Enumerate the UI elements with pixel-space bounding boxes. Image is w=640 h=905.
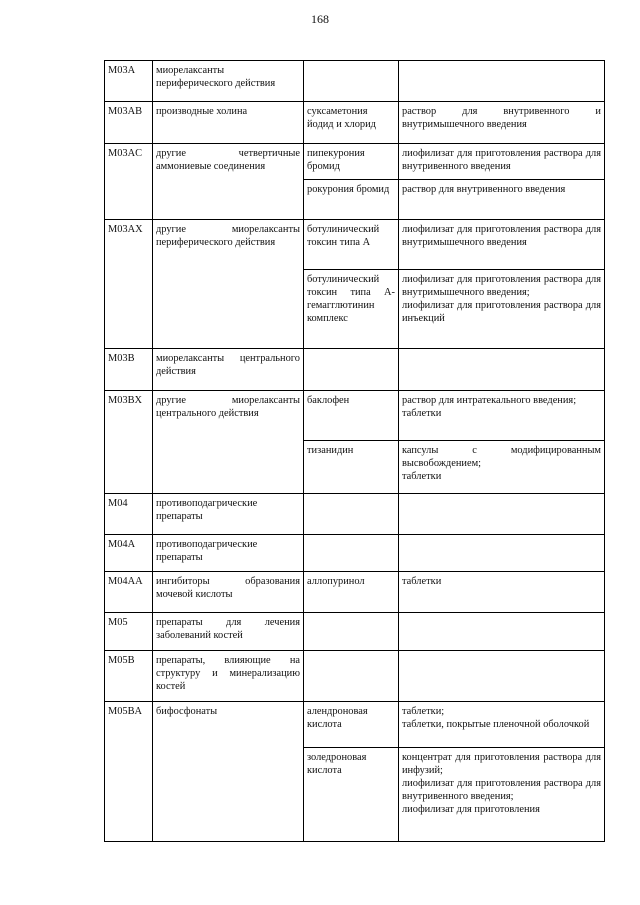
table-row <box>105 349 605 391</box>
atc-code-cell: M04A <box>105 535 153 572</box>
dosage-forms-cell <box>399 494 605 535</box>
dosage-forms-cell <box>399 180 605 220</box>
dosage-form-line: лиофилизат для приготовления раствора для внутривенного введения <box>402 148 601 172</box>
table-row <box>105 572 605 613</box>
dosage-forms-cell <box>399 349 605 391</box>
substance-cell: тизанидин <box>304 441 399 494</box>
dosage-form-line: таблетки; <box>402 706 445 717</box>
substance-cell: суксаметония йодид и хлорид <box>304 102 399 144</box>
dosage-form-line: капсулы с модифицированным высвобождением; <box>402 445 601 469</box>
dosage-forms-cell <box>399 102 605 144</box>
atc-group-name-cell: препараты для лечения заболеваний костей <box>153 613 304 651</box>
dosage-form-line: лиофилизат для приготовления раствора для внутривенного введения; <box>402 778 601 802</box>
atc-code-cell: M04 <box>105 494 153 535</box>
dosage-forms-cell <box>399 220 605 270</box>
table-row <box>105 391 605 441</box>
dosage-form-line: лиофилизат для приготовления раствора для инъекций <box>402 300 601 324</box>
atc-code-cell: M04AA <box>105 572 153 613</box>
atc-group-name-cell: препараты, влияющие на структуру и минерализацию костей <box>153 651 304 702</box>
substance-cell: рокурония бромид <box>304 180 399 220</box>
atc-code-cell: M03A <box>105 61 153 102</box>
atc-code-cell: M03BX <box>105 391 153 494</box>
dosage-forms-cell <box>399 61 605 102</box>
dosage-forms-cell <box>399 391 605 441</box>
substance-cell: золедроновая кислота <box>304 748 399 842</box>
table-row <box>105 102 605 144</box>
dosage-form-line: раствор для внутривенного и внутримышечного введения <box>402 106 601 130</box>
atc-group-name-cell: ингибиторы образования мочевой кислоты <box>153 572 304 613</box>
dosage-forms-cell <box>399 535 605 572</box>
substance-cell: алендроновая кислота <box>304 702 399 748</box>
substance-cell: баклофен <box>304 391 399 441</box>
substance-cell: ботулинический токсин типа А <box>304 220 399 270</box>
table-row <box>105 613 605 651</box>
atc-group-name-cell: бифосфонаты <box>153 702 304 842</box>
dosage-forms-cell <box>399 144 605 180</box>
atc-code-cell: M03AB <box>105 102 153 144</box>
atc-group-name-cell: другие четвертичные аммониевые соединения <box>153 144 304 220</box>
substance-cell <box>304 613 399 651</box>
table-row <box>105 61 605 102</box>
dosage-form-line: лиофилизат для приготовления раствора для внутримышечного введения; <box>402 274 601 298</box>
table-row <box>105 220 605 270</box>
dosage-form-line: раствор для интратекального введения; <box>402 395 577 406</box>
dosage-form-line: лиофилизат для приготовления <box>402 804 540 815</box>
dosage-forms-cell <box>399 702 605 748</box>
dosage-form-line: лиофилизат для приготовления раствора для внутримышечного введения <box>402 224 601 248</box>
atc-code-cell: M03AC <box>105 144 153 220</box>
atc-code-cell: M05BA <box>105 702 153 842</box>
table-row <box>105 494 605 535</box>
substance-cell <box>304 349 399 391</box>
atc-code-cell: M03B <box>105 349 153 391</box>
atc-group-name-cell: миорелаксанты центрального действия <box>153 349 304 391</box>
substance-cell <box>304 61 399 102</box>
dosage-forms-cell <box>399 270 605 349</box>
dosage-forms-cell <box>399 613 605 651</box>
atc-code-cell: M03AX <box>105 220 153 349</box>
atc-code-cell: M05B <box>105 651 153 702</box>
substance-cell <box>304 494 399 535</box>
dosage-form-line: раствор для внутривенного введения <box>402 184 566 195</box>
dosage-forms-cell <box>399 748 605 842</box>
substance-cell <box>304 535 399 572</box>
atc-group-name-cell: миорелаксанты периферического действия <box>153 61 304 102</box>
atc-group-name-cell: другие миорелаксанты центрального действия <box>153 391 304 494</box>
medication-table-body <box>105 61 605 842</box>
atc-group-name-cell: противоподагрические препараты <box>153 494 304 535</box>
medication-table <box>104 60 605 842</box>
atc-group-name-cell: противоподагрические препараты <box>153 535 304 572</box>
dosage-forms-cell <box>399 651 605 702</box>
table-row <box>105 651 605 702</box>
dosage-form-line: таблетки <box>402 576 442 587</box>
dosage-form-line: таблетки <box>402 471 442 482</box>
dosage-form-line: концентрат для приготовления раствора для инфузий; <box>402 752 601 776</box>
substance-cell <box>304 651 399 702</box>
table-row <box>105 535 605 572</box>
dosage-form-line: таблетки, покрытые пленочной оболочкой <box>402 719 590 730</box>
page-number: 168 <box>311 12 329 26</box>
table-row <box>105 144 605 180</box>
dosage-forms-cell <box>399 441 605 494</box>
substance-cell: ботулинический токсин типа А-гемагглютинин комплекс <box>304 270 399 349</box>
table-row <box>105 702 605 748</box>
atc-group-name-cell: другие миорелаксанты периферического действия <box>153 220 304 349</box>
dosage-form-line: таблетки <box>402 408 442 419</box>
substance-cell: аллопуринол <box>304 572 399 613</box>
atc-group-name-cell: производные холина <box>153 102 304 144</box>
atc-code-cell: M05 <box>105 613 153 651</box>
dosage-forms-cell <box>399 572 605 613</box>
substance-cell: пипекурония бромид <box>304 144 399 180</box>
